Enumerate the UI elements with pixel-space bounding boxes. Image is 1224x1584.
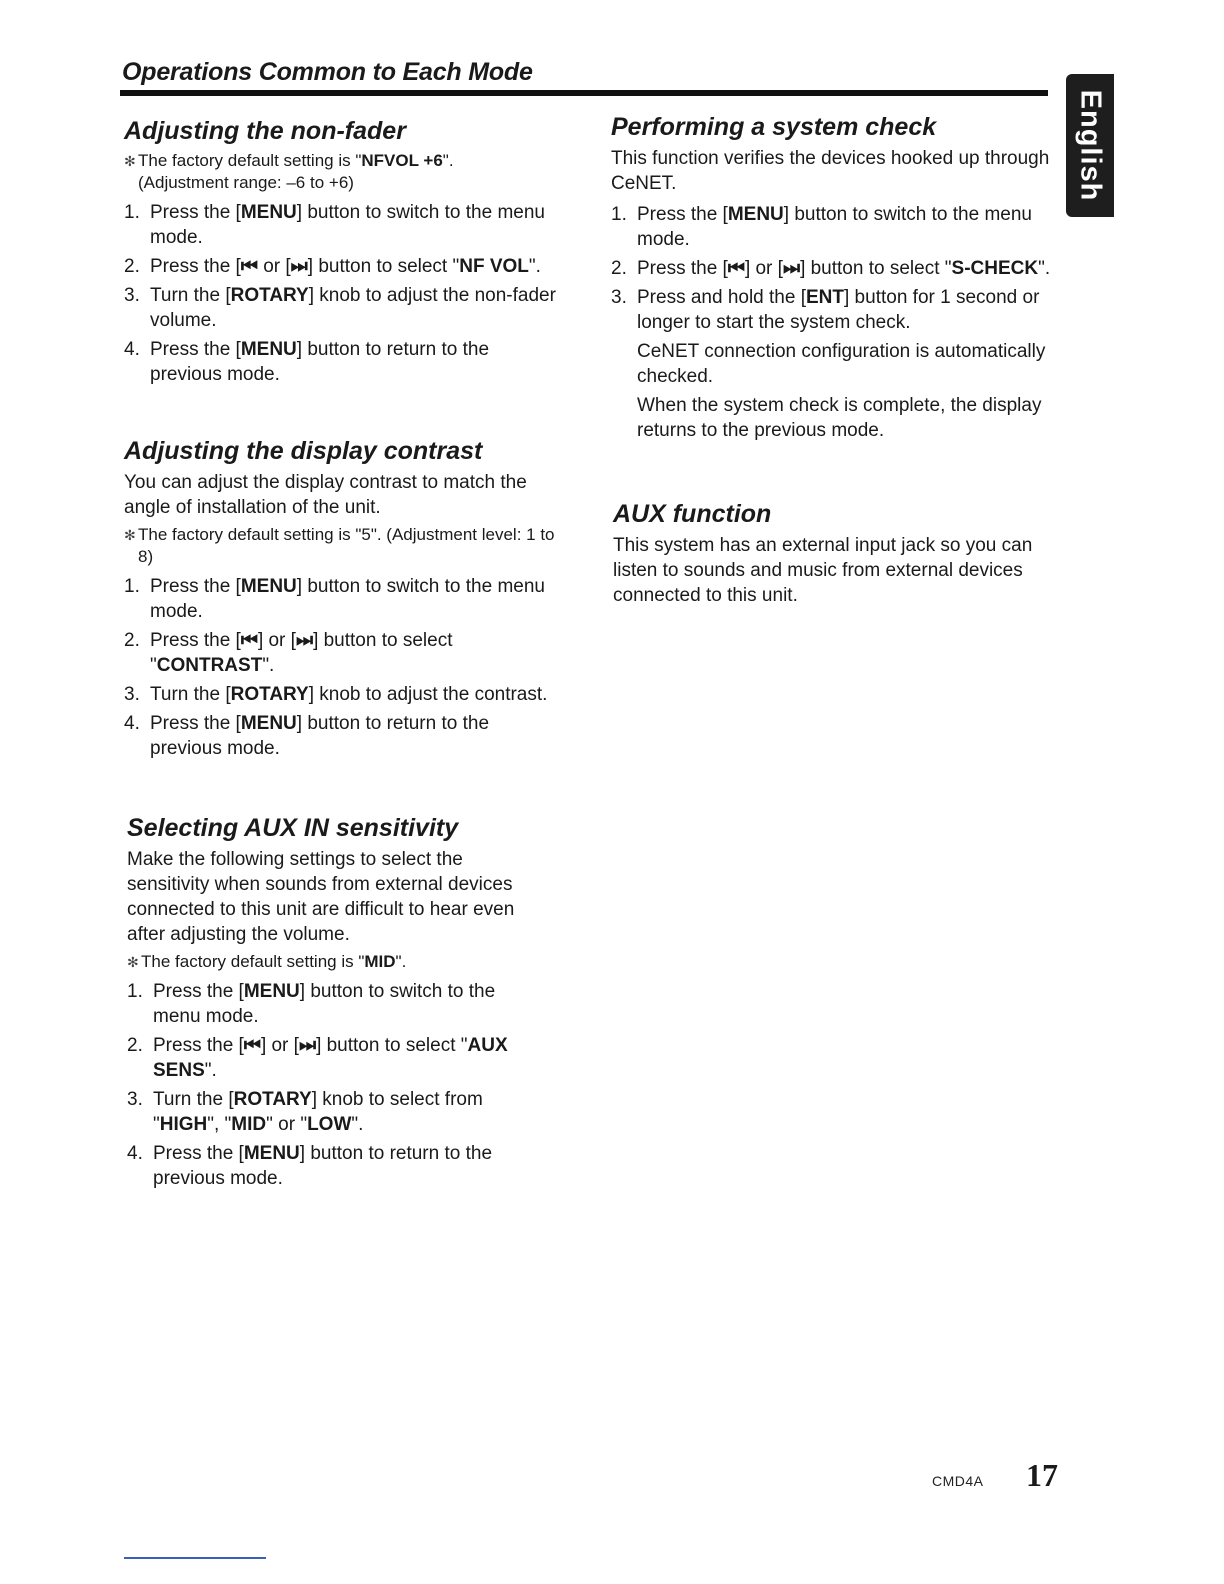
step-text: Turn the [ROTARY] knob to adjust the non-fader volume. [150,285,556,331]
step-item [124,628,564,678]
step-item [611,285,1051,443]
section-intro: This system has an external input jack so you can listen to sounds and music from external devices connected to this unit. [613,535,1033,606]
step-text: Press the [MENU] button to switch to the menu mode. [150,576,545,622]
language-tab-label: English [1074,89,1107,202]
step-item [124,711,564,761]
section-title: Adjusting the non-fader [124,117,406,145]
step-item [127,1033,547,1083]
step-number: 3. [124,285,140,306]
step-item [611,256,1051,281]
note-text: The factory default setting is "5". (Adjustment level: 1 to 8) [138,525,555,566]
step-text: Press the [MENU] button to return to the previous mode. [150,339,490,385]
step-detail: When the system check is complete, the display returns to the previous mode. [637,395,1042,441]
step-text: Press the [MENU] button to return to the previous mode. [150,713,490,759]
steps-list [124,200,564,387]
step-number: 4. [127,1143,143,1164]
step-number: 2. [124,630,140,651]
step-item [124,283,564,333]
step-text: Press the [⏮] or [⏭] button to select "AUX SENS". [153,1035,508,1081]
step-item [611,202,1051,252]
step-text: Press the [⏮ or [⏭] button to select "NF VOL". [150,256,541,277]
step-number: 3. [611,287,627,308]
step-number: 1. [611,204,627,225]
section-intro: You can adjust the display contrast to match the angle of installation of the unit. [124,472,527,518]
step-item [127,979,547,1029]
step-number: 4. [124,713,140,734]
step-text: Press the [MENU] button to switch to the menu mode. [153,981,496,1027]
section-intro: This function verifies the devices hooked up through CeNET. [611,148,1050,194]
section-display-contrast [124,436,564,765]
section-title: Adjusting the display contrast [124,437,483,465]
footer-rule [124,1557,266,1559]
header-divider [120,90,1048,96]
step-number: 2. [127,1035,143,1056]
step-text: Press the [⏮] or [⏭] button to select "S-CHECK". [637,258,1051,279]
step-item [124,337,564,387]
step-number: 3. [127,1089,143,1110]
asterisk-icon: ✻ [127,954,139,970]
step-item [127,1141,547,1191]
page-header-title: Operations Common to Each Mode [122,58,533,86]
step-item [124,254,564,279]
step-number: 1. [124,202,140,223]
page-number: 17 [1026,1457,1058,1493]
step-text: Turn the [ROTARY] knob to adjust the contrast. [150,684,548,705]
asterisk-icon: ✻ [124,153,136,169]
step-item [124,682,564,707]
language-tab [1066,74,1114,217]
section-title: Selecting AUX IN sensitivity [127,814,459,842]
steps-list [611,202,1051,443]
step-text: Press and hold the [ENT] button for 1 second or longer to start the system check. CeNET connection configuration is automatically checked. When the system check is complete, the display returns to the previous mode. [637,285,1051,443]
section-system-check [611,112,1051,447]
step-item [127,1087,547,1137]
steps-list [127,979,547,1191]
note-text: The factory default setting is "NFVOL +6". (Adjustment range: –6 to +6) [138,151,454,192]
factory-default-note [124,150,564,194]
step-text: Press the [MENU] button to switch to the menu mode. [150,202,545,248]
step-text: Press the [MENU] button to switch to the menu mode. [637,204,1032,250]
section-title: AUX function [613,500,772,528]
step-text: Press the [MENU] button to return to the previous mode. [153,1143,493,1189]
step-number: 1. [124,576,140,597]
model-number: CMD4A [932,1473,984,1489]
step-number: 1. [127,981,143,1002]
step-text: Press the [⏮] or [⏭] button to select "CONTRAST". [150,630,453,676]
section-non-fader [124,116,564,391]
step-detail: CeNET connection configuration is automatically checked. [637,341,1046,387]
step-number: 3. [124,684,140,705]
note-text: The factory default setting is "MID". [141,952,407,971]
step-number: 2. [124,256,140,277]
factory-default-note [124,524,564,568]
step-item [124,200,564,250]
section-intro: Make the following settings to select the sensitivity when sounds from external devices connected to this unit are difficult to hear even after adjusting the volume. [127,849,515,945]
section-aux-sensitivity [127,813,547,1195]
factory-default-note [127,951,547,973]
step-text: Turn the [ROTARY] knob to select from "HIGH", "MID" or "LOW". [153,1089,483,1135]
step-item [124,574,564,624]
steps-list [124,574,564,761]
section-aux-function [613,499,1043,608]
step-number: 2. [611,258,627,279]
step-number: 4. [124,339,140,360]
asterisk-icon: ✻ [124,527,136,543]
section-title: Performing a system check [611,113,937,141]
